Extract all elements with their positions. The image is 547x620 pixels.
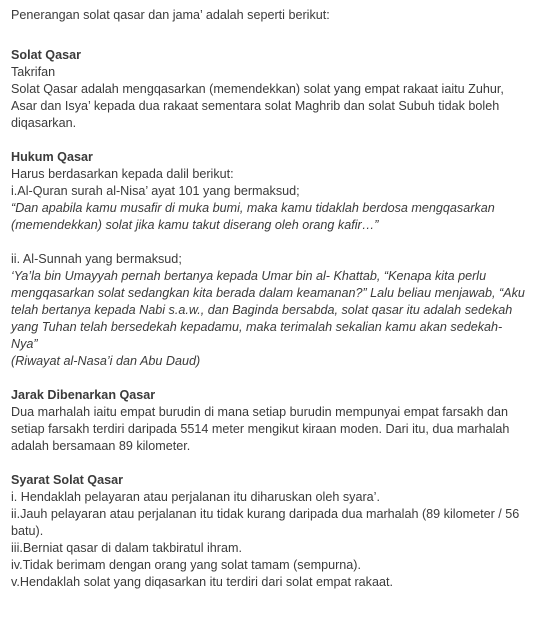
list-item: ii.Jauh pelayaran atau perjalanan itu tidak kurang daripada dua marhalah (89 kilometer / 56 xyxy=(11,507,520,521)
sunnah-quote-line: mengqasarkan solat sedangkan kita berada dalam keamanan?” Lalu beliau menjawab, “Aku xyxy=(11,286,525,300)
list-item-continuation: batu). xyxy=(11,524,44,538)
section-hukum-qasar xyxy=(11,149,541,370)
list-item: iv.Tidak berimam dengan orang yang solat tamam (sempurna). xyxy=(11,558,361,572)
section-heading: Syarat Solat Qasar xyxy=(11,473,124,487)
article-body xyxy=(11,7,541,608)
subheading-takrifan: Takrifan xyxy=(11,65,56,79)
list-item: i. Hendaklah pelayaran atau perjalanan itu diharuskan oleh syara’. xyxy=(11,490,380,504)
section-heading: Solat Qasar xyxy=(11,48,81,62)
paragraph-line: diqasarkan. xyxy=(11,116,77,130)
list-item: v.Hendaklah solat yang diqasarkan itu terdiri dari solat empat rakaat. xyxy=(11,575,393,589)
paragraph-line: Asar dan Isya’ kepada dua rakaat sementara solat Maghrib dan solat Subuh tidak boleh xyxy=(11,99,500,113)
section-solat-qasar xyxy=(11,47,541,132)
spacer xyxy=(11,234,541,251)
paragraph-line: setiap farsakh terdiri daripada 5514 meter mengikut kiraan moden. Dari itu, dua marhalah xyxy=(11,422,510,436)
paragraph-line: i.Al-Quran surah al-Nisa’ ayat 101 yang bermaksud; xyxy=(11,184,300,198)
section-syarat xyxy=(11,472,541,591)
sunnah-quote-line: ‘Ya’la bin Umayyah pernah bertanya kepada Umar bin al- Khattab, “Kenapa kita perlu xyxy=(11,269,487,283)
paragraph-line: adalah bersamaan 89 kilometer. xyxy=(11,439,191,453)
sunnah-quote-line: telah bertanya kepada Nabi s.a.w., dan Baginda bersabda, solat qasar itu adalah sedekah xyxy=(11,303,513,317)
sunnah-quote-line: yang Tuhan telah bersedekah kepadamu, maka terimalah sekalian kamu akan sedekah- xyxy=(11,320,503,334)
section-heading: Jarak Dibenarkan Qasar xyxy=(11,388,156,402)
intro-text: Penerangan solat qasar dan jama’ adalah seperti berikut: xyxy=(11,8,330,22)
quran-quote-line: “Dan apabila kamu musafir di muka bumi, maka kamu tidaklah berdosa mengqasarkan xyxy=(11,201,495,215)
sunnah-intro: ii. Al-Sunnah yang bermaksud; xyxy=(11,252,182,266)
paragraph-line: Harus berdasarkan kepada dalil berikut: xyxy=(11,167,234,181)
paragraph-line: Solat Qasar adalah mengqasarkan (memendekkan) solat yang empat rakaat iaitu Zuhur, xyxy=(11,82,504,96)
sunnah-quote-line: Nya” xyxy=(11,337,38,351)
section-jarak xyxy=(11,387,541,455)
section-heading: Hukum Qasar xyxy=(11,150,93,164)
list-item: iii.Berniat qasar di dalam takbiratul ihram. xyxy=(11,541,242,555)
quran-quote-line: (memendekkan) solat jika kamu takut diserang oleh orang kafir…” xyxy=(11,218,379,232)
paragraph-line: Dua marhalah iaitu empat burudin di mana setiap burudin mempunyai empat farsakh dan xyxy=(11,405,509,419)
hadith-source: (Riwayat al-Nasa’i dan Abu Daud) xyxy=(11,354,201,368)
